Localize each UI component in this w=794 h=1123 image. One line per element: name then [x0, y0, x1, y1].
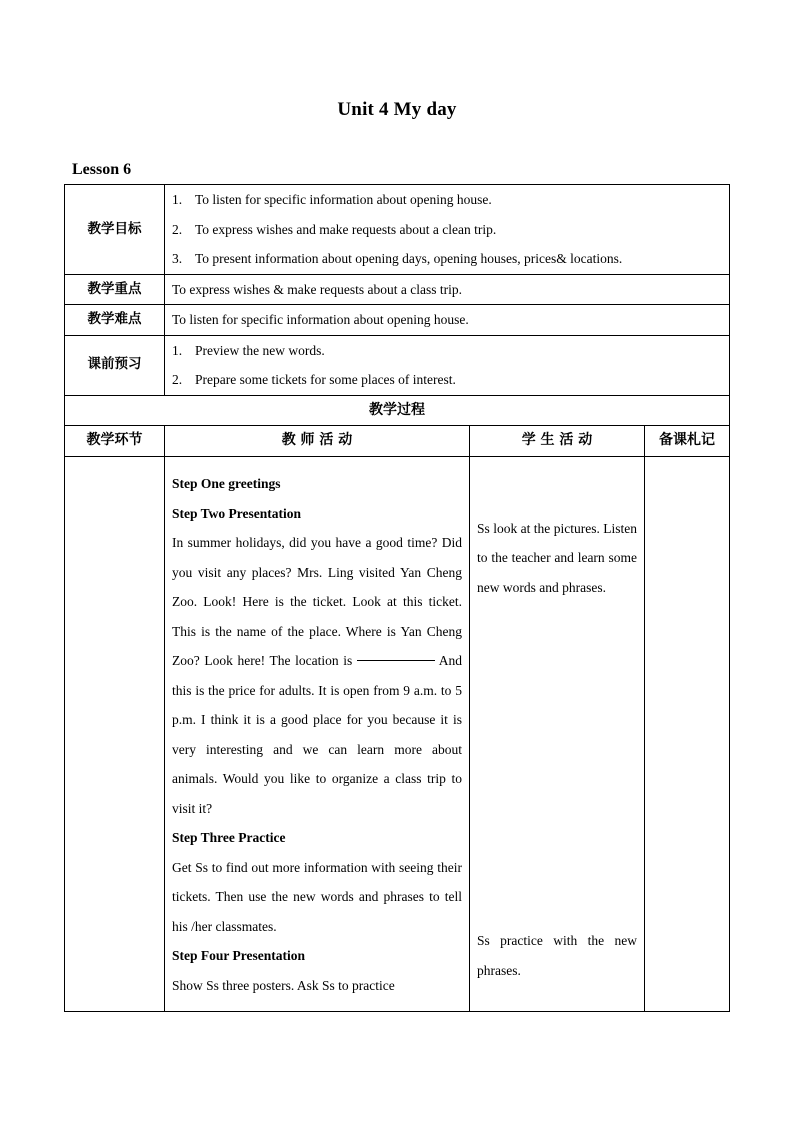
lesson-heading: Lesson 6 — [72, 161, 132, 178]
fill-in-blank — [357, 660, 435, 661]
key-points-row — [65, 274, 730, 305]
student-activity-header: 学 生 活 动 — [470, 426, 645, 457]
preview-item: 1. Preview the new words. — [172, 342, 325, 358]
page-title: Unit 4 My day — [337, 99, 457, 120]
objective-item: 3. To present information about opening days, opening houses, prices& locations. — [172, 251, 623, 266]
preview-cell — [165, 335, 730, 395]
process-title-row — [65, 395, 730, 426]
student-activity-cell — [470, 456, 645, 1011]
preview-label: 课前预习 — [65, 335, 165, 395]
step-four-heading: Step Four Presentation — [172, 948, 305, 963]
objectives-label: 教学目标 — [65, 185, 165, 275]
preview-item: 2. Prepare some tickets for some places of interest. — [172, 372, 456, 387]
step-two-heading: Step Two Presentation — [172, 505, 302, 521]
student-activity-1: Ss look at the pictures. Listen to the teacher and learn some new words and phrases. — [477, 520, 637, 595]
objectives-cell — [165, 185, 730, 275]
notes-cell — [645, 456, 730, 1011]
difficulties-row — [65, 305, 730, 336]
step-four-text: Show Ss three posters. Ask Ss to practice — [172, 977, 395, 993]
step-three-heading: Step Three Practice — [172, 830, 286, 845]
objective-item: 2. To express wishes and make requests about a clean trip. — [172, 221, 497, 237]
objective-item: 1. To listen for specific information about opening house. — [172, 192, 492, 207]
step-two-text: In summer holidays, did you have a good time? Did you visit any places? Mrs. Ling visited Yan Cheng Zoo. Look! Here is the ticket. Look at this ticket. This is the name of the place. Where is Yan Cheng Zoo? Look here! The location is And this is the price for adults. It is open from 9 a.m. to 5 p.m. I think it is a good place for you because it is very interesting and we can learn more about animals. Would you like to organize a class trip to visit it? — [172, 535, 463, 816]
lesson-plan-table — [64, 184, 730, 1012]
step-one-heading: Step One greetings — [172, 476, 281, 491]
key-points-text: To express wishes & make requests about a class trip. — [165, 274, 730, 305]
difficulties-text: To listen for specific information about opening house. — [165, 305, 730, 336]
teacher-activity-cell — [165, 456, 470, 1011]
notes-header: 备课札记 — [645, 426, 730, 457]
preview-row — [65, 335, 730, 395]
objectives-row — [65, 185, 730, 275]
key-points-label: 教学重点 — [65, 274, 165, 305]
student-activity-2: Ss practice with the new phrases. — [477, 933, 637, 978]
process-content-row — [65, 456, 730, 1011]
step-three-text: Get Ss to find out more information with seeing their tickets. Then use the new words and phrases to tell his /her classmates. — [172, 859, 462, 934]
difficulties-label: 教学难点 — [65, 305, 165, 336]
process-header-row — [65, 426, 730, 457]
teacher-activity-header: 教 师 活 动 — [165, 426, 470, 457]
stage-cell — [65, 456, 165, 1011]
process-title: 教学过程 — [65, 395, 730, 426]
stage-header: 教学环节 — [65, 426, 165, 457]
